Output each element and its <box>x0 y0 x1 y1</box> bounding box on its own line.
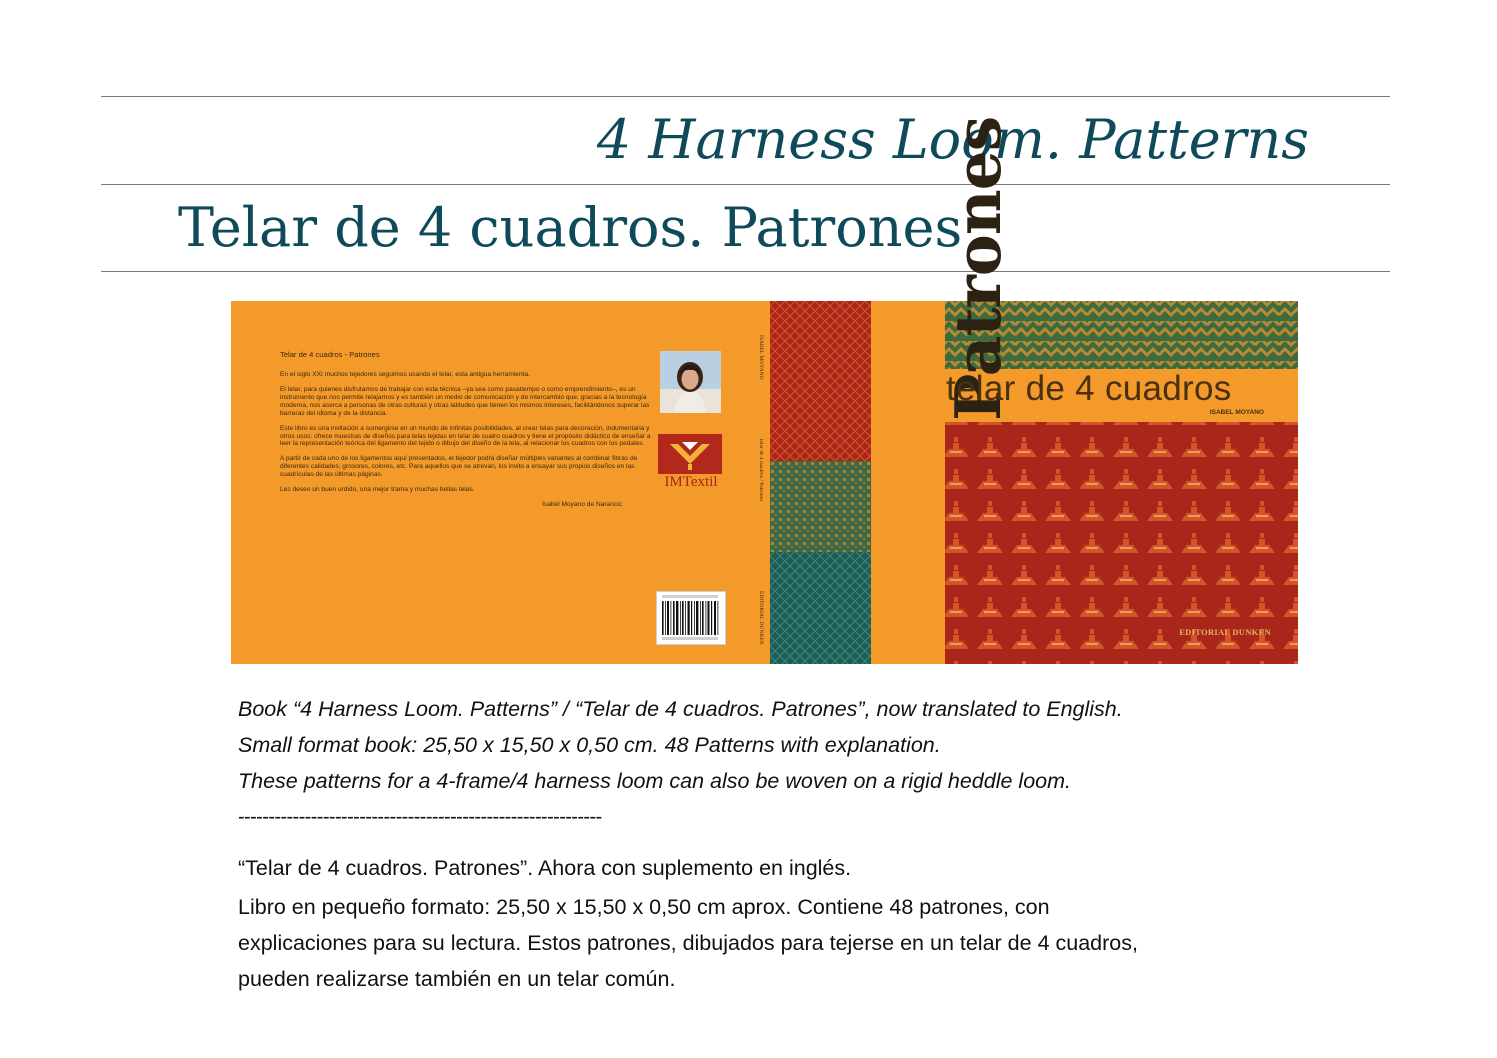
caption-separator: ------------------------------------------------------------ <box>238 806 602 828</box>
spine-title: telar de 4 cuadros / Patrones <box>758 439 764 502</box>
logo-text: IMTextil <box>664 474 718 490</box>
spine-pattern-strip <box>758 301 871 664</box>
author-photo <box>660 351 721 413</box>
caption-en-line: Small format book: 25,50 x 15,50 x 0,50 cm. 48 Patterns with explanation. <box>238 733 941 757</box>
back-cover-paragraph: A partir de cada uno de los ligamentos aquí presentados, el tejedor podrá diseñar múltiples variantes al combinar fibras de diferentes calidades, grosores, colores, etc. Para aquellos que se atrevan, los invito a ensayar sus propios diseños en las cuadrículas de las últimas páginas. <box>280 455 638 479</box>
back-cover-signature: Isabel Moyano de Narancic <box>542 500 622 508</box>
middle-rule <box>101 184 1390 185</box>
back-cover-text <box>280 350 652 516</box>
back-cover-paragraph: El telar, para quienes disfrutamos de trabajar con esta técnica –ya sea como pasatiempo o como emprendimiento–, es un instrumento que nos permite relajarnos y es también un medio de comunicación y de intercambio que, gracias a la tecnología moderna, nos acerca a personas de otras culturas y otras latitudes que tienen los mismos intereses, facilitándonos superar las barreras del idioma y de la distancia. <box>280 386 650 417</box>
caption-es-line: explicaciones para su lectura. Estos patrones, dibujados para tejerse en un telar de 4 cuadros, <box>238 931 1138 955</box>
front-vertical-title <box>871 116 1015 664</box>
caption-es-line: Libro en pequeño formato: 25,50 x 15,50 x 0,50 cm aprox. Contiene 48 patrones, con <box>238 895 1050 919</box>
barcode <box>656 591 726 645</box>
title-spanish: Telar de 4 cuadros. Patrones <box>178 196 963 259</box>
caption-en-line: These patterns for a 4-frame/4 harness loom can also be woven on a rigid heddle loom. <box>238 769 1071 793</box>
caption-es-line: “Telar de 4 cuadros. Patrones”. Ahora con suplemento en inglés. <box>238 856 852 880</box>
back-cover <box>231 301 770 664</box>
imtextil-logo <box>658 434 724 490</box>
back-cover-paragraph: En el siglo XXI muchos tejedores seguimos usando el telar, esta antigua herramienta. <box>280 371 530 379</box>
front-cover-title: telar de 4 cuadros <box>946 369 1232 408</box>
title-english: 4 Harness Loom. Patterns <box>596 108 1309 171</box>
top-rule <box>101 96 1390 97</box>
spine-editorial: EDITORIAL DUNKEN <box>758 591 764 645</box>
caption-en-line: Book “4 Harness Loom. Patterns” / “Telar de 4 cuadros. Patrones”, now translated to English. <box>238 697 1123 721</box>
back-cover-paragraph: Este libro es una invitación a sumergirse en un mundo de infinitas posibilidades, al crear telas para decoración, indumentaria y otros usos: ofrece muestras de diseños para telas tejidas en telar de cuatro cuadros y tiene el propósito didáctico de enseñar a leer la representación teórica del ligamento del tejido o dibujo del diseño de la tela, al relacionar los cuadros con los pedales. <box>280 424 651 448</box>
front-cover-editorial: EDITORIAL DUNKEN <box>1179 627 1271 637</box>
front-cover-author: ISABEL MOYANO <box>1209 409 1264 416</box>
back-cover-title: Telar de 4 cuadros - Patrones <box>280 350 380 359</box>
front-vertical-title-text: Patrones <box>941 116 1015 421</box>
back-cover-paragraph: Les deseo un buen urdido, una mejor trama y muchas bellas telas. <box>280 486 475 494</box>
caption-es-line: pueden realizarse también en un telar común. <box>238 967 676 991</box>
bottom-rule <box>101 271 1390 272</box>
spine-author: ISABEL MOYANO <box>758 335 764 380</box>
